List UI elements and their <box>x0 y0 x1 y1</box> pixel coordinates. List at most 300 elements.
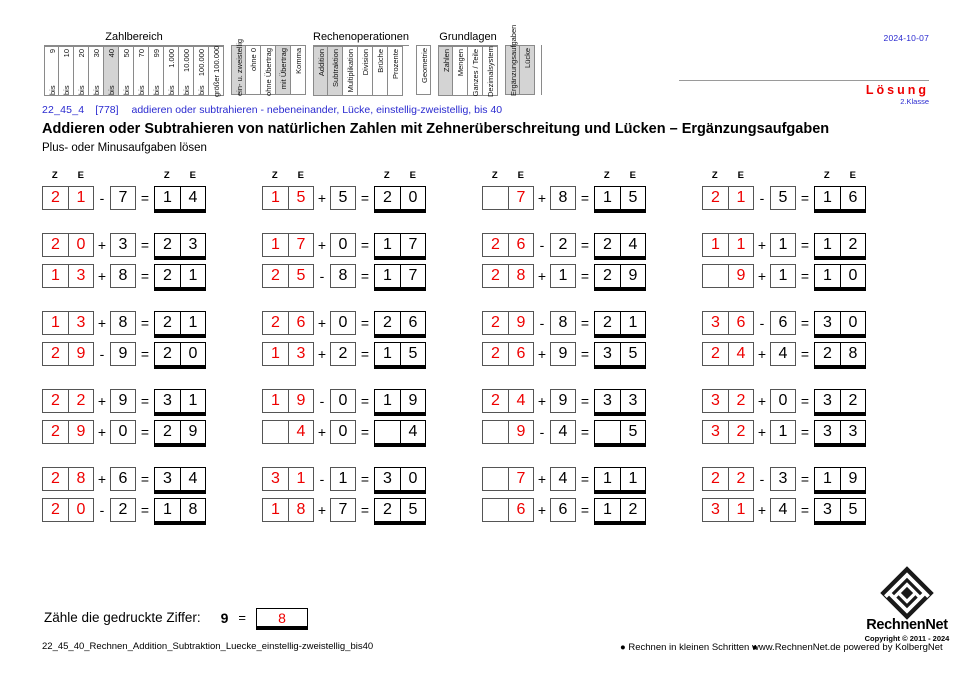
ones-digit-cell[interactable]: 3 <box>68 264 94 288</box>
ones-digit-cell[interactable]: 2 <box>728 389 754 413</box>
result-number-box[interactable] <box>154 233 206 257</box>
second-operand-cell[interactable]: 6 <box>770 311 796 335</box>
tens-digit-cell[interactable]: 1 <box>154 498 180 522</box>
tens-digit-cell[interactable] <box>594 420 620 444</box>
tens-digit-cell[interactable]: 2 <box>42 186 68 210</box>
result-number-box[interactable] <box>814 467 866 491</box>
ones-digit-cell[interactable]: 4 <box>180 186 206 210</box>
result-number-box[interactable] <box>814 233 866 257</box>
equation <box>42 385 262 416</box>
result-number-box[interactable] <box>594 420 646 444</box>
tens-digit-cell[interactable]: 2 <box>482 342 508 366</box>
ones-digit-cell[interactable]: 9 <box>840 467 866 491</box>
ones-digit-cell[interactable]: 4 <box>620 233 646 257</box>
tens-digit-cell[interactable]: 2 <box>42 389 68 413</box>
ones-digit-cell[interactable]: 9 <box>728 264 754 288</box>
ones-digit-cell[interactable]: 1 <box>620 467 646 491</box>
operand-number-box[interactable] <box>702 389 754 413</box>
second-operand-cell[interactable]: 0 <box>330 311 356 335</box>
tens-digit-cell[interactable]: 2 <box>594 264 620 288</box>
category-cell[interactable] <box>328 46 343 96</box>
second-operand-cell[interactable]: 1 <box>770 264 796 288</box>
ones-digit-cell[interactable]: 8 <box>288 498 314 522</box>
result-number-box[interactable] <box>814 186 866 210</box>
tens-digit-cell[interactable]: 1 <box>374 233 400 257</box>
category-cell[interactable] <box>416 45 431 95</box>
ones-digit-cell[interactable]: 6 <box>728 311 754 335</box>
operator-symbol: - <box>319 470 325 487</box>
ones-digit-cell[interactable]: 1 <box>288 467 314 491</box>
tens-digit-cell[interactable]: 1 <box>374 389 400 413</box>
category-cell[interactable] <box>373 46 388 96</box>
ones-digit-cell[interactable]: 5 <box>840 498 866 522</box>
result-number-box[interactable] <box>814 264 866 288</box>
tens-digit-cell[interactable]: 1 <box>374 342 400 366</box>
ones-digit-cell[interactable]: 8 <box>68 467 94 491</box>
category-cell-label: Prozente <box>391 49 400 80</box>
second-operand-cell[interactable]: 8 <box>330 264 356 288</box>
tens-column-header: Z <box>711 169 719 181</box>
second-operand-cell[interactable]: 3 <box>770 467 796 491</box>
second-operand-cell[interactable]: 1 <box>330 467 356 491</box>
result-number-box[interactable] <box>154 389 206 413</box>
ones-digit-cell[interactable]: 4 <box>180 467 206 491</box>
category-cell[interactable] <box>149 46 164 96</box>
tens-digit-cell[interactable] <box>374 420 400 444</box>
result-number-box[interactable] <box>374 498 426 522</box>
second-operand-cell[interactable]: 1 <box>770 233 796 257</box>
ones-digit-cell[interactable]: 1 <box>68 186 94 210</box>
ones-digit-cell[interactable]: 6 <box>288 311 314 335</box>
tens-digit-cell[interactable]: 1 <box>262 498 288 522</box>
category-cell[interactable] <box>453 46 468 96</box>
tens-digit-cell[interactable]: 1 <box>594 186 620 210</box>
second-operand-cell[interactable]: 0 <box>110 420 136 444</box>
result-number-box[interactable] <box>594 389 646 413</box>
ones-digit-cell[interactable]: 9 <box>508 311 534 335</box>
operand-number-box[interactable] <box>482 467 534 491</box>
ones-digit-cell[interactable]: 4 <box>400 420 426 444</box>
ones-digit-cell[interactable]: 9 <box>68 342 94 366</box>
category-cell[interactable] <box>313 46 328 96</box>
ones-digit-cell[interactable]: 0 <box>400 467 426 491</box>
tens-digit-cell[interactable]: 1 <box>814 264 840 288</box>
result-number-box[interactable] <box>374 233 426 257</box>
ones-digit-cell[interactable]: 5 <box>288 264 314 288</box>
second-operand-cell[interactable]: 9 <box>110 342 136 366</box>
operand-number-box[interactable] <box>42 264 94 288</box>
category-cell[interactable] <box>74 46 89 96</box>
result-number-box[interactable] <box>154 311 206 335</box>
operand-number-box[interactable] <box>482 342 534 366</box>
ones-digit-cell[interactable]: 1 <box>728 186 754 210</box>
equals-symbol: = <box>360 470 370 487</box>
category-cell[interactable] <box>194 46 209 96</box>
result-number-box[interactable] <box>154 420 206 444</box>
tens-digit-cell[interactable]: 2 <box>482 311 508 335</box>
operand-number-box[interactable] <box>702 311 754 335</box>
second-operand-cell[interactable]: 4 <box>770 342 796 366</box>
operand-number-box[interactable] <box>262 389 314 413</box>
tens-digit-cell[interactable]: 3 <box>262 467 288 491</box>
ones-digit-cell[interactable]: 6 <box>508 233 534 257</box>
ones-digit-cell[interactable]: 5 <box>288 186 314 210</box>
second-operand-cell[interactable]: 8 <box>110 311 136 335</box>
tens-digit-cell[interactable]: 2 <box>374 498 400 522</box>
tens-digit-cell[interactable]: 1 <box>594 498 620 522</box>
result-number-box[interactable] <box>374 264 426 288</box>
operator-symbol: + <box>757 236 767 253</box>
ones-digit-cell[interactable]: 1 <box>180 389 206 413</box>
tens-digit-cell[interactable] <box>482 186 508 210</box>
ones-digit-cell[interactable]: 1 <box>180 311 206 335</box>
ones-digit-cell[interactable]: 2 <box>840 233 866 257</box>
tens-digit-cell[interactable] <box>482 467 508 491</box>
tens-digit-cell[interactable]: 2 <box>154 420 180 444</box>
tens-digit-cell[interactable]: 3 <box>594 389 620 413</box>
second-operand-cell[interactable]: 8 <box>550 311 576 335</box>
second-operand-cell[interactable]: 2 <box>330 342 356 366</box>
second-operand-cell[interactable]: 5 <box>770 186 796 210</box>
ones-digit-cell[interactable]: 9 <box>400 389 426 413</box>
equation <box>702 182 922 213</box>
operand-number-box[interactable] <box>482 498 534 522</box>
equation <box>262 182 482 213</box>
tens-digit-cell[interactable]: 3 <box>814 311 840 335</box>
ones-digit-cell[interactable]: 7 <box>288 233 314 257</box>
tens-digit-cell[interactable]: 2 <box>262 311 288 335</box>
tens-digit-cell[interactable]: 2 <box>702 342 728 366</box>
operand-number-box[interactable] <box>42 186 94 210</box>
category-cell[interactable] <box>276 45 291 95</box>
second-operand-cell[interactable]: 5 <box>330 186 356 210</box>
category-cell[interactable] <box>246 45 261 95</box>
category-cell[interactable] <box>343 46 358 96</box>
second-operand-cell[interactable]: 0 <box>770 389 796 413</box>
category-cell[interactable] <box>59 46 74 96</box>
category-cell[interactable] <box>468 46 483 96</box>
category-cell[interactable] <box>104 46 119 96</box>
ones-digit-cell[interactable]: 9 <box>68 420 94 444</box>
operand-number-box[interactable] <box>262 186 314 210</box>
tens-digit-cell[interactable]: 2 <box>42 342 68 366</box>
operand-number-box[interactable] <box>702 342 754 366</box>
result-number-box[interactable] <box>814 420 866 444</box>
tens-digit-cell[interactable] <box>262 420 288 444</box>
second-operand-cell[interactable]: 6 <box>110 467 136 491</box>
second-operand-cell[interactable]: 9 <box>550 342 576 366</box>
second-operand-cell[interactable]: 7 <box>110 186 136 210</box>
result-number-box[interactable] <box>374 389 426 413</box>
second-operand-cell[interactable]: 8 <box>550 186 576 210</box>
tens-digit-cell[interactable]: 2 <box>374 186 400 210</box>
category-cell-label: ohne 0 <box>249 48 258 71</box>
tens-digit-cell[interactable]: 3 <box>702 311 728 335</box>
operand-number-box[interactable] <box>482 420 534 444</box>
result-number-box[interactable] <box>814 498 866 522</box>
count-task-answer-box[interactable]: 8 <box>256 608 308 627</box>
second-operand-cell[interactable]: 9 <box>550 389 576 413</box>
ones-digit-cell[interactable]: 3 <box>620 389 646 413</box>
category-cell[interactable] <box>438 46 453 96</box>
ones-digit-cell[interactable]: 9 <box>620 264 646 288</box>
ones-digit-cell[interactable]: 0 <box>68 233 94 257</box>
ones-digit-cell[interactable]: 7 <box>400 264 426 288</box>
category-cell[interactable] <box>231 38 246 96</box>
tens-digit-cell[interactable]: 1 <box>262 233 288 257</box>
tens-digit-cell[interactable]: 2 <box>594 233 620 257</box>
result-number-box[interactable] <box>374 467 426 491</box>
tens-digit-cell[interactable]: 3 <box>814 389 840 413</box>
operand-number-box[interactable] <box>42 389 94 413</box>
ones-digit-cell[interactable]: 3 <box>840 420 866 444</box>
ones-digit-cell[interactable]: 9 <box>508 420 534 444</box>
second-operand-cell[interactable]: 8 <box>110 264 136 288</box>
operand-number-box[interactable] <box>702 233 754 257</box>
ones-digit-cell[interactable]: 6 <box>840 186 866 210</box>
operand-number-box[interactable] <box>42 311 94 335</box>
tens-digit-cell[interactable]: 2 <box>42 467 68 491</box>
tens-digit-cell[interactable]: 1 <box>374 264 400 288</box>
tens-digit-cell[interactable]: 3 <box>594 342 620 366</box>
category-cell[interactable] <box>119 46 134 96</box>
result-number-box[interactable] <box>594 311 646 335</box>
category-cell[interactable] <box>89 46 104 96</box>
tens-digit-cell[interactable]: 2 <box>594 311 620 335</box>
tens-digit-cell[interactable]: 3 <box>814 498 840 522</box>
tens-digit-cell[interactable]: 2 <box>154 233 180 257</box>
operand-number-box[interactable] <box>262 420 314 444</box>
tens-digit-cell[interactable]: 2 <box>702 467 728 491</box>
result-number-box[interactable] <box>594 264 646 288</box>
operand-number-box[interactable] <box>702 467 754 491</box>
ones-digit-cell[interactable]: 0 <box>180 342 206 366</box>
ones-digit-cell[interactable]: 1 <box>728 233 754 257</box>
operand-number-box[interactable] <box>702 264 754 288</box>
second-operand-cell[interactable]: 0 <box>330 389 356 413</box>
ones-digit-cell[interactable]: 6 <box>400 311 426 335</box>
ones-digit-cell[interactable]: 9 <box>180 420 206 444</box>
result-number-box[interactable] <box>154 264 206 288</box>
second-operand-cell[interactable]: 7 <box>330 498 356 522</box>
ones-digit-cell[interactable]: 2 <box>728 420 754 444</box>
tens-digit-cell[interactable] <box>482 498 508 522</box>
category-cell[interactable] <box>209 46 224 96</box>
operand-number-box[interactable] <box>262 264 314 288</box>
operand-number-box[interactable] <box>262 311 314 335</box>
ones-digit-cell[interactable]: 8 <box>180 498 206 522</box>
second-operand-cell[interactable]: 9 <box>110 389 136 413</box>
tens-digit-cell[interactable]: 3 <box>374 467 400 491</box>
result-number-box[interactable] <box>154 186 206 210</box>
result-number-box[interactable] <box>594 233 646 257</box>
ones-digit-cell[interactable]: 2 <box>620 498 646 522</box>
second-operand-cell[interactable]: 2 <box>110 498 136 522</box>
operand-number-box[interactable] <box>262 233 314 257</box>
second-operand-cell[interactable]: 6 <box>550 498 576 522</box>
tens-digit-cell[interactable]: 1 <box>702 233 728 257</box>
tens-digit-cell[interactable]: 1 <box>262 389 288 413</box>
ones-digit-cell[interactable]: 0 <box>68 498 94 522</box>
ones-digit-cell[interactable]: 2 <box>68 389 94 413</box>
operand-number-box[interactable] <box>482 311 534 335</box>
result-number-box[interactable] <box>814 342 866 366</box>
operand-number-box[interactable] <box>42 467 94 491</box>
ones-digit-cell[interactable]: 5 <box>620 186 646 210</box>
tens-digit-cell[interactable]: 1 <box>42 311 68 335</box>
operand-number-box[interactable] <box>482 233 534 257</box>
operand-number-box[interactable] <box>42 498 94 522</box>
second-operand-cell[interactable]: 4 <box>770 498 796 522</box>
operand-number-box[interactable] <box>702 186 754 210</box>
result-number-box[interactable] <box>814 311 866 335</box>
tens-digit-cell[interactable]: 2 <box>482 233 508 257</box>
ones-digit-cell[interactable]: 1 <box>728 498 754 522</box>
category-cell[interactable] <box>134 46 149 96</box>
ones-digit-cell[interactable]: 3 <box>180 233 206 257</box>
result-number-box[interactable] <box>594 186 646 210</box>
ones-digit-cell[interactable]: 7 <box>508 186 534 210</box>
category-cell[interactable] <box>505 24 520 96</box>
ones-digit-cell[interactable]: 5 <box>620 420 646 444</box>
operand-number-box[interactable] <box>702 420 754 444</box>
ones-digit-cell[interactable]: 5 <box>400 498 426 522</box>
ones-digit-cell[interactable]: 4 <box>288 420 314 444</box>
result-number-box[interactable] <box>374 420 426 444</box>
second-operand-cell[interactable]: 1 <box>770 420 796 444</box>
ones-digit-cell[interactable]: 0 <box>400 186 426 210</box>
ones-digit-cell[interactable]: 0 <box>840 311 866 335</box>
operand-number-box[interactable] <box>42 342 94 366</box>
tens-digit-cell[interactable]: 1 <box>262 186 288 210</box>
second-operand-cell[interactable]: 0 <box>330 233 356 257</box>
result-number-box[interactable] <box>154 498 206 522</box>
ones-digit-cell[interactable]: 7 <box>400 233 426 257</box>
ones-digit-cell[interactable]: 7 <box>508 467 534 491</box>
result-number-box[interactable] <box>374 311 426 335</box>
ones-digit-cell[interactable]: 5 <box>400 342 426 366</box>
tens-digit-cell[interactable]: 2 <box>702 186 728 210</box>
rechnennet-logo <box>857 566 957 643</box>
equals-symbol: = <box>800 267 810 284</box>
tens-digit-cell[interactable] <box>482 420 508 444</box>
operand-number-box[interactable] <box>262 342 314 366</box>
ones-digit-cell[interactable]: 8 <box>840 342 866 366</box>
tens-digit-cell[interactable]: 2 <box>374 311 400 335</box>
tens-digit-cell[interactable]: 3 <box>702 389 728 413</box>
tens-digit-cell[interactable] <box>702 264 728 288</box>
tens-digit-cell[interactable]: 3 <box>702 420 728 444</box>
operand-number-box[interactable] <box>42 420 94 444</box>
tens-digit-cell[interactable]: 2 <box>154 342 180 366</box>
result-number-box[interactable] <box>154 467 206 491</box>
category-cell[interactable] <box>261 45 276 95</box>
ones-digit-cell[interactable]: 0 <box>840 264 866 288</box>
ones-digit-cell[interactable]: 9 <box>288 389 314 413</box>
operand-number-box[interactable] <box>482 186 534 210</box>
tens-digit-cell[interactable]: 1 <box>42 264 68 288</box>
ones-digit-cell[interactable]: 5 <box>620 342 646 366</box>
ones-digit-cell[interactable]: 8 <box>508 264 534 288</box>
tens-digit-cell[interactable]: 1 <box>594 467 620 491</box>
tens-digit-cell[interactable]: 3 <box>154 467 180 491</box>
category-cell[interactable] <box>44 46 59 96</box>
category-cell[interactable] <box>291 45 306 95</box>
ones-digit-cell[interactable]: 3 <box>68 311 94 335</box>
tens-digit-cell[interactable]: 2 <box>42 420 68 444</box>
second-operand-cell[interactable]: 4 <box>550 467 576 491</box>
tens-column-header: Z <box>271 169 279 181</box>
tens-digit-cell[interactable]: 2 <box>42 233 68 257</box>
second-operand-cell[interactable]: 1 <box>550 264 576 288</box>
result-number-box[interactable] <box>154 342 206 366</box>
tens-digit-cell[interactable]: 2 <box>482 389 508 413</box>
tens-digit-cell[interactable]: 1 <box>814 467 840 491</box>
tens-digit-cell[interactable]: 2 <box>482 264 508 288</box>
ones-digit-cell[interactable]: 6 <box>508 342 534 366</box>
category-cell[interactable] <box>483 46 498 96</box>
tens-digit-cell[interactable]: 2 <box>262 264 288 288</box>
category-cell[interactable] <box>179 46 194 96</box>
operator-symbol: + <box>757 392 767 409</box>
operand-number-box[interactable] <box>262 467 314 491</box>
operand-number-box[interactable] <box>42 233 94 257</box>
tens-digit-cell[interactable]: 1 <box>814 233 840 257</box>
result-number-box[interactable] <box>594 498 646 522</box>
tens-digit-cell[interactable]: 2 <box>814 342 840 366</box>
tens-digit-cell[interactable]: 1 <box>154 186 180 210</box>
ones-digit-cell[interactable]: 2 <box>840 389 866 413</box>
ones-digit-cell[interactable]: 4 <box>508 389 534 413</box>
tens-digit-cell[interactable]: 3 <box>154 389 180 413</box>
result-number-box[interactable] <box>594 467 646 491</box>
ones-digit-cell[interactable]: 1 <box>180 264 206 288</box>
category-cell-label: 10 <box>62 49 71 58</box>
category-cell[interactable] <box>520 45 535 95</box>
operand-number-box[interactable] <box>482 389 534 413</box>
second-operand-cell[interactable]: 2 <box>550 233 576 257</box>
category-cell[interactable] <box>358 46 373 96</box>
ones-digit-cell[interactable]: 3 <box>288 342 314 366</box>
ones-digit-cell[interactable]: 4 <box>728 342 754 366</box>
tens-digit-cell[interactable]: 2 <box>154 311 180 335</box>
result-number-box[interactable] <box>594 342 646 366</box>
tens-digit-cell[interactable]: 2 <box>42 498 68 522</box>
ones-digit-cell[interactable]: 2 <box>728 467 754 491</box>
operand-number-box[interactable] <box>262 498 314 522</box>
equals-symbol: = <box>800 470 810 487</box>
operand-number-box[interactable] <box>702 498 754 522</box>
category-cell-label: Geometrie <box>420 48 430 84</box>
ones-digit-cell[interactable]: 6 <box>508 498 534 522</box>
tens-digit-cell[interactable]: 1 <box>262 342 288 366</box>
result-number-box[interactable] <box>374 186 426 210</box>
tens-digit-cell[interactable]: 1 <box>814 186 840 210</box>
tens-digit-cell[interactable]: 3 <box>814 420 840 444</box>
second-operand-cell[interactable]: 0 <box>330 420 356 444</box>
ones-digit-cell[interactable]: 1 <box>620 311 646 335</box>
category-cell[interactable] <box>388 46 403 96</box>
tens-digit-cell[interactable]: 3 <box>702 498 728 522</box>
tens-digit-cell[interactable]: 2 <box>154 264 180 288</box>
result-number-box[interactable] <box>814 389 866 413</box>
second-operand-cell[interactable]: 3 <box>110 233 136 257</box>
result-number-box[interactable] <box>374 342 426 366</box>
category-cell[interactable] <box>164 46 179 96</box>
exercise-row <box>42 307 922 338</box>
operand-number-box[interactable] <box>482 264 534 288</box>
second-operand-cell[interactable]: 4 <box>550 420 576 444</box>
